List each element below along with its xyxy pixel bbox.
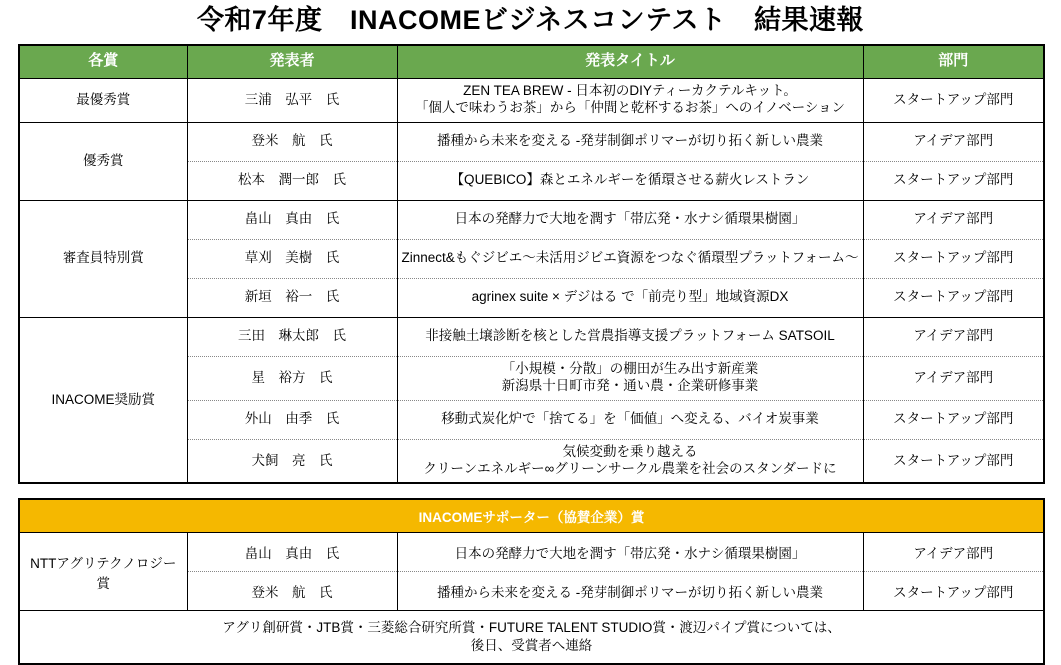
category-label: スタートアップ部門 [863, 400, 1044, 439]
category-label: アイデア部門 [863, 533, 1044, 572]
award-label: 審査員特別賞 [19, 200, 187, 317]
presenter-name: 新垣 裕一 氏 [187, 278, 397, 317]
page-title: 令和7年度 INACOMEビジネスコンテスト 結果速報 [196, 5, 865, 35]
presenter-name: 三田 琳太郎 氏 [187, 317, 397, 356]
presenter-name: 畠山 真由 氏 [187, 200, 397, 239]
presentation-title: 非接触土壌診断を核とした営農指導支援プラットフォーム SATSOIL [397, 317, 863, 356]
table-row [19, 533, 1044, 572]
presentation-title: Zinnect&もぐジビエ〜未活用ジビエ資源をつなぐ循環型プラットフォーム〜 [397, 239, 863, 278]
category-label: スタートアップ部門 [863, 278, 1044, 317]
table-row [19, 122, 1044, 161]
table-row [19, 611, 1044, 665]
column-header-presenter: 発表者 [187, 45, 397, 79]
presentation-title: 気候変動を乗り越える クリーンエネルギー∞グリーンサークル農業を社会のスタンダードに [397, 439, 863, 483]
presenter-name: 登米 航 氏 [187, 572, 397, 611]
award-label: INACOME奨励賞 [19, 317, 187, 483]
presentation-title: 移動式炭化炉で「捨てる」を「価値」へ変える、バイオ炭事業 [397, 400, 863, 439]
category-label: スタートアップ部門 [863, 78, 1044, 122]
presentation-title: 日本の発酵力で大地を潤す「帯広発・水ナシ循環果樹園」 [397, 200, 863, 239]
presenter-name: 松本 潤一郎 氏 [187, 161, 397, 200]
presentation-title: 【QUEBICO】森とエネルギーを循環させる薪火レストラン [397, 161, 863, 200]
table-header-row [19, 45, 1044, 79]
supporter-note: アグリ創研賞・JTB賞・三菱総合研究所賞・FUTURE TALENT STUDIO賞・渡辺パイプ賞については、 後日、受賞者へ連絡 [19, 611, 1044, 665]
presenter-name: 三浦 弘平 氏 [187, 78, 397, 122]
presenter-name: 外山 由季 氏 [187, 400, 397, 439]
presentation-title: 日本の発酵力で大地を潤す「帯広発・水ナシ循環果樹園」 [397, 533, 863, 572]
column-header-title: 発表タイトル [397, 45, 863, 79]
supporter-table [18, 498, 1045, 665]
presenter-name: 畠山 真由 氏 [187, 533, 397, 572]
supporter-header-label: INACOMEサポーター（協賛企業）賞 [19, 499, 1044, 533]
supporter-award-label: NTTアグリテクノロジー賞 [19, 533, 187, 611]
presenter-name: 登米 航 氏 [187, 122, 397, 161]
presenter-name: 星 裕方 氏 [187, 356, 397, 400]
presentation-title: 播種から未来を変える -発芽制御ポリマーが切り拓く新しい農業 [397, 572, 863, 611]
category-label: スタートアップ部門 [863, 161, 1044, 200]
supporter-header-row [19, 499, 1044, 533]
column-header-award: 各賞 [19, 45, 187, 79]
presentation-title: ZEN TEA BREW - 日本初のDIYティーカクテルキット。 「個人で味わうお茶」から「仲間と乾杯するお茶」へのイノベーション [397, 78, 863, 122]
category-label: アイデア部門 [863, 317, 1044, 356]
award-label: 最優秀賞 [19, 78, 187, 122]
results-table [18, 44, 1045, 485]
category-label: アイデア部門 [863, 122, 1044, 161]
results-table-header [19, 45, 1044, 79]
presenter-name: 犬飼 亮 氏 [187, 439, 397, 483]
table-row [19, 200, 1044, 239]
presenter-name: 草刈 美樹 氏 [187, 239, 397, 278]
presentation-title: agrinex suite × デジはる で「前売り型」地域資源DX [397, 278, 863, 317]
category-label: アイデア部門 [863, 200, 1044, 239]
category-label: スタートアップ部門 [863, 239, 1044, 278]
column-header-category: 部門 [863, 45, 1044, 79]
category-label: スタートアップ部門 [863, 439, 1044, 483]
presentation-title: 播種から未来を変える -発芽制御ポリマーが切り拓く新しい農業 [397, 122, 863, 161]
supporter-table-body [19, 499, 1044, 664]
presentation-title: 「小規模・分散」の棚田が生み出す新産業 新潟県十日町市発・通い農・企業研修事業 [397, 356, 863, 400]
results-table-body [19, 78, 1044, 483]
table-row [19, 78, 1044, 122]
category-label: スタートアップ部門 [863, 572, 1044, 611]
award-label: 優秀賞 [19, 122, 187, 200]
table-row [19, 317, 1044, 356]
category-label: アイデア部門 [863, 356, 1044, 400]
